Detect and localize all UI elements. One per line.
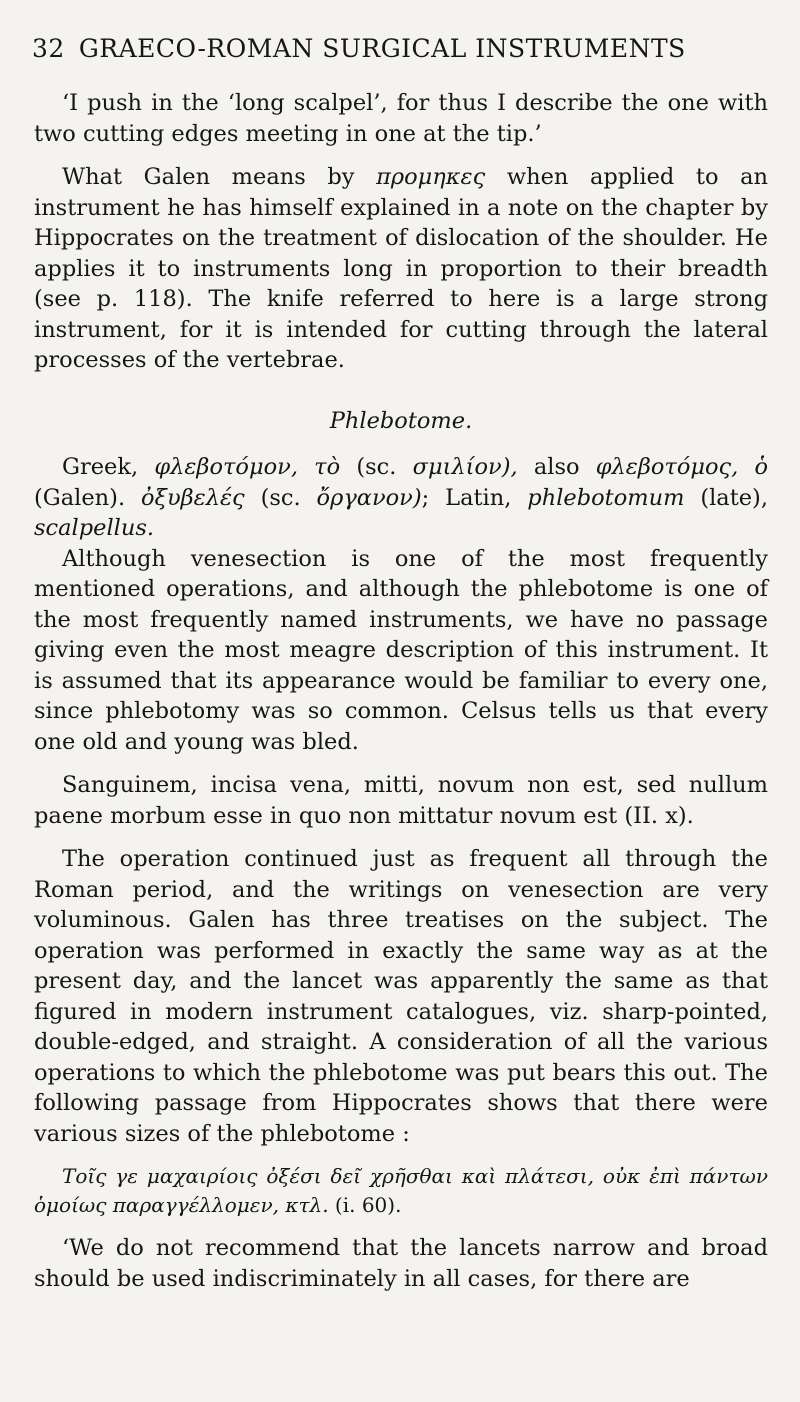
synonym-text: Greek, — [62, 454, 139, 480]
running-head — [32, 34, 772, 63]
greek-term: φλεβοτόμον, τὸ — [154, 454, 341, 480]
synonym-text: (sc. — [260, 484, 301, 511]
page-body — [34, 88, 768, 1294]
greek-term: ὀξυβελές — [141, 484, 245, 511]
quote-celsus-latin: Sanguinem, incisa vena, mitti, novum non est, sed nullum paene morbum esse in quo non mittatur novum est (II. x). — [34, 772, 768, 829]
greek-term: σμιλίον), — [412, 454, 518, 480]
paragraph-translation: ‘We do not recommend that the lancets narrow and broad should be used indiscriminately in all cases, for there are — [34, 1235, 768, 1292]
latin-term: phlebotomum — [527, 484, 685, 511]
greek-term: προμηκες — [376, 164, 486, 190]
section-heading: Phlebotome. — [329, 407, 473, 434]
running-title: GRAECO-ROMAN SURGICAL INSTRUMENTS — [78, 34, 686, 63]
paragraph-galen-promekes — [34, 162, 768, 376]
synonym-text: ; Latin, — [421, 484, 512, 511]
synonyms-line — [34, 452, 768, 544]
paragraph-text: What Galen means by — [62, 164, 355, 190]
greek-term: φλεβοτόμος, ὁ — [595, 454, 769, 480]
paragraph-text: when applied to an instrument he has himself explained in a note on the chapter by Hippocrates on the treatment of dislocation of the shoulder. He applies it to instruments long in proportion to their breadth (see p. 118). The knife referred to here is a large strong instrument, for it is intended for cutting through the lateral processes of the vertebrae. — [34, 164, 769, 373]
synonym-text: (sc. — [356, 454, 397, 480]
quote-hippocrates-greek — [34, 1162, 768, 1220]
paragraph-venesection: Although venesection is one of the most frequently mentioned operations, and although the phlebotome is one of the most frequently named instruments, we have no passage giving even the most meagre description of this instrument. It is assumed that its appearance would be familiar to every one, since phlebotomy was so common. Celsus tells us that every one old and young was bled. — [34, 545, 768, 755]
synonym-text: (late), — [700, 484, 768, 511]
greek-quote: Τοῖς γε μαχαιρίοις ὀξέσι δεῖ χρῆσθαι καὶ πλάτεσι, οὐκ ἐπὶ πάντων ὁμοίως παραγγέλλομεν, κτλ. — [34, 1164, 768, 1217]
page-number: 32 — [32, 34, 65, 63]
paragraph-roman-period: The operation continued just as frequent all through the Roman period, and the writings on venesection are very voluminous. Galen has three treatises on the subject. The operation was performed in exactly the same way as at the present day, and the lancet was apparently the same as that figured in modern instrument catalogues, viz. sharp-pointed, double-edged, and straight. A consideration of all the various operations to which the phlebotome was put bears this out. The following passage from Hippocrates shows that there were various sizes of the phlebotome : — [34, 846, 768, 1147]
synonym-text: (Galen). — [34, 484, 126, 511]
greek-term: ὄργανον) — [316, 484, 422, 511]
latin-term: scalpellus. — [34, 515, 155, 541]
quote-reference: (i. 60). — [334, 1193, 402, 1217]
synonym-text: also — [533, 454, 580, 480]
paragraph-quote-long-scalpel: ‘I push in the ‘long scalpel’, for thus I describe the one with two cutting edges meeting in one at the tip.’ — [34, 90, 768, 147]
